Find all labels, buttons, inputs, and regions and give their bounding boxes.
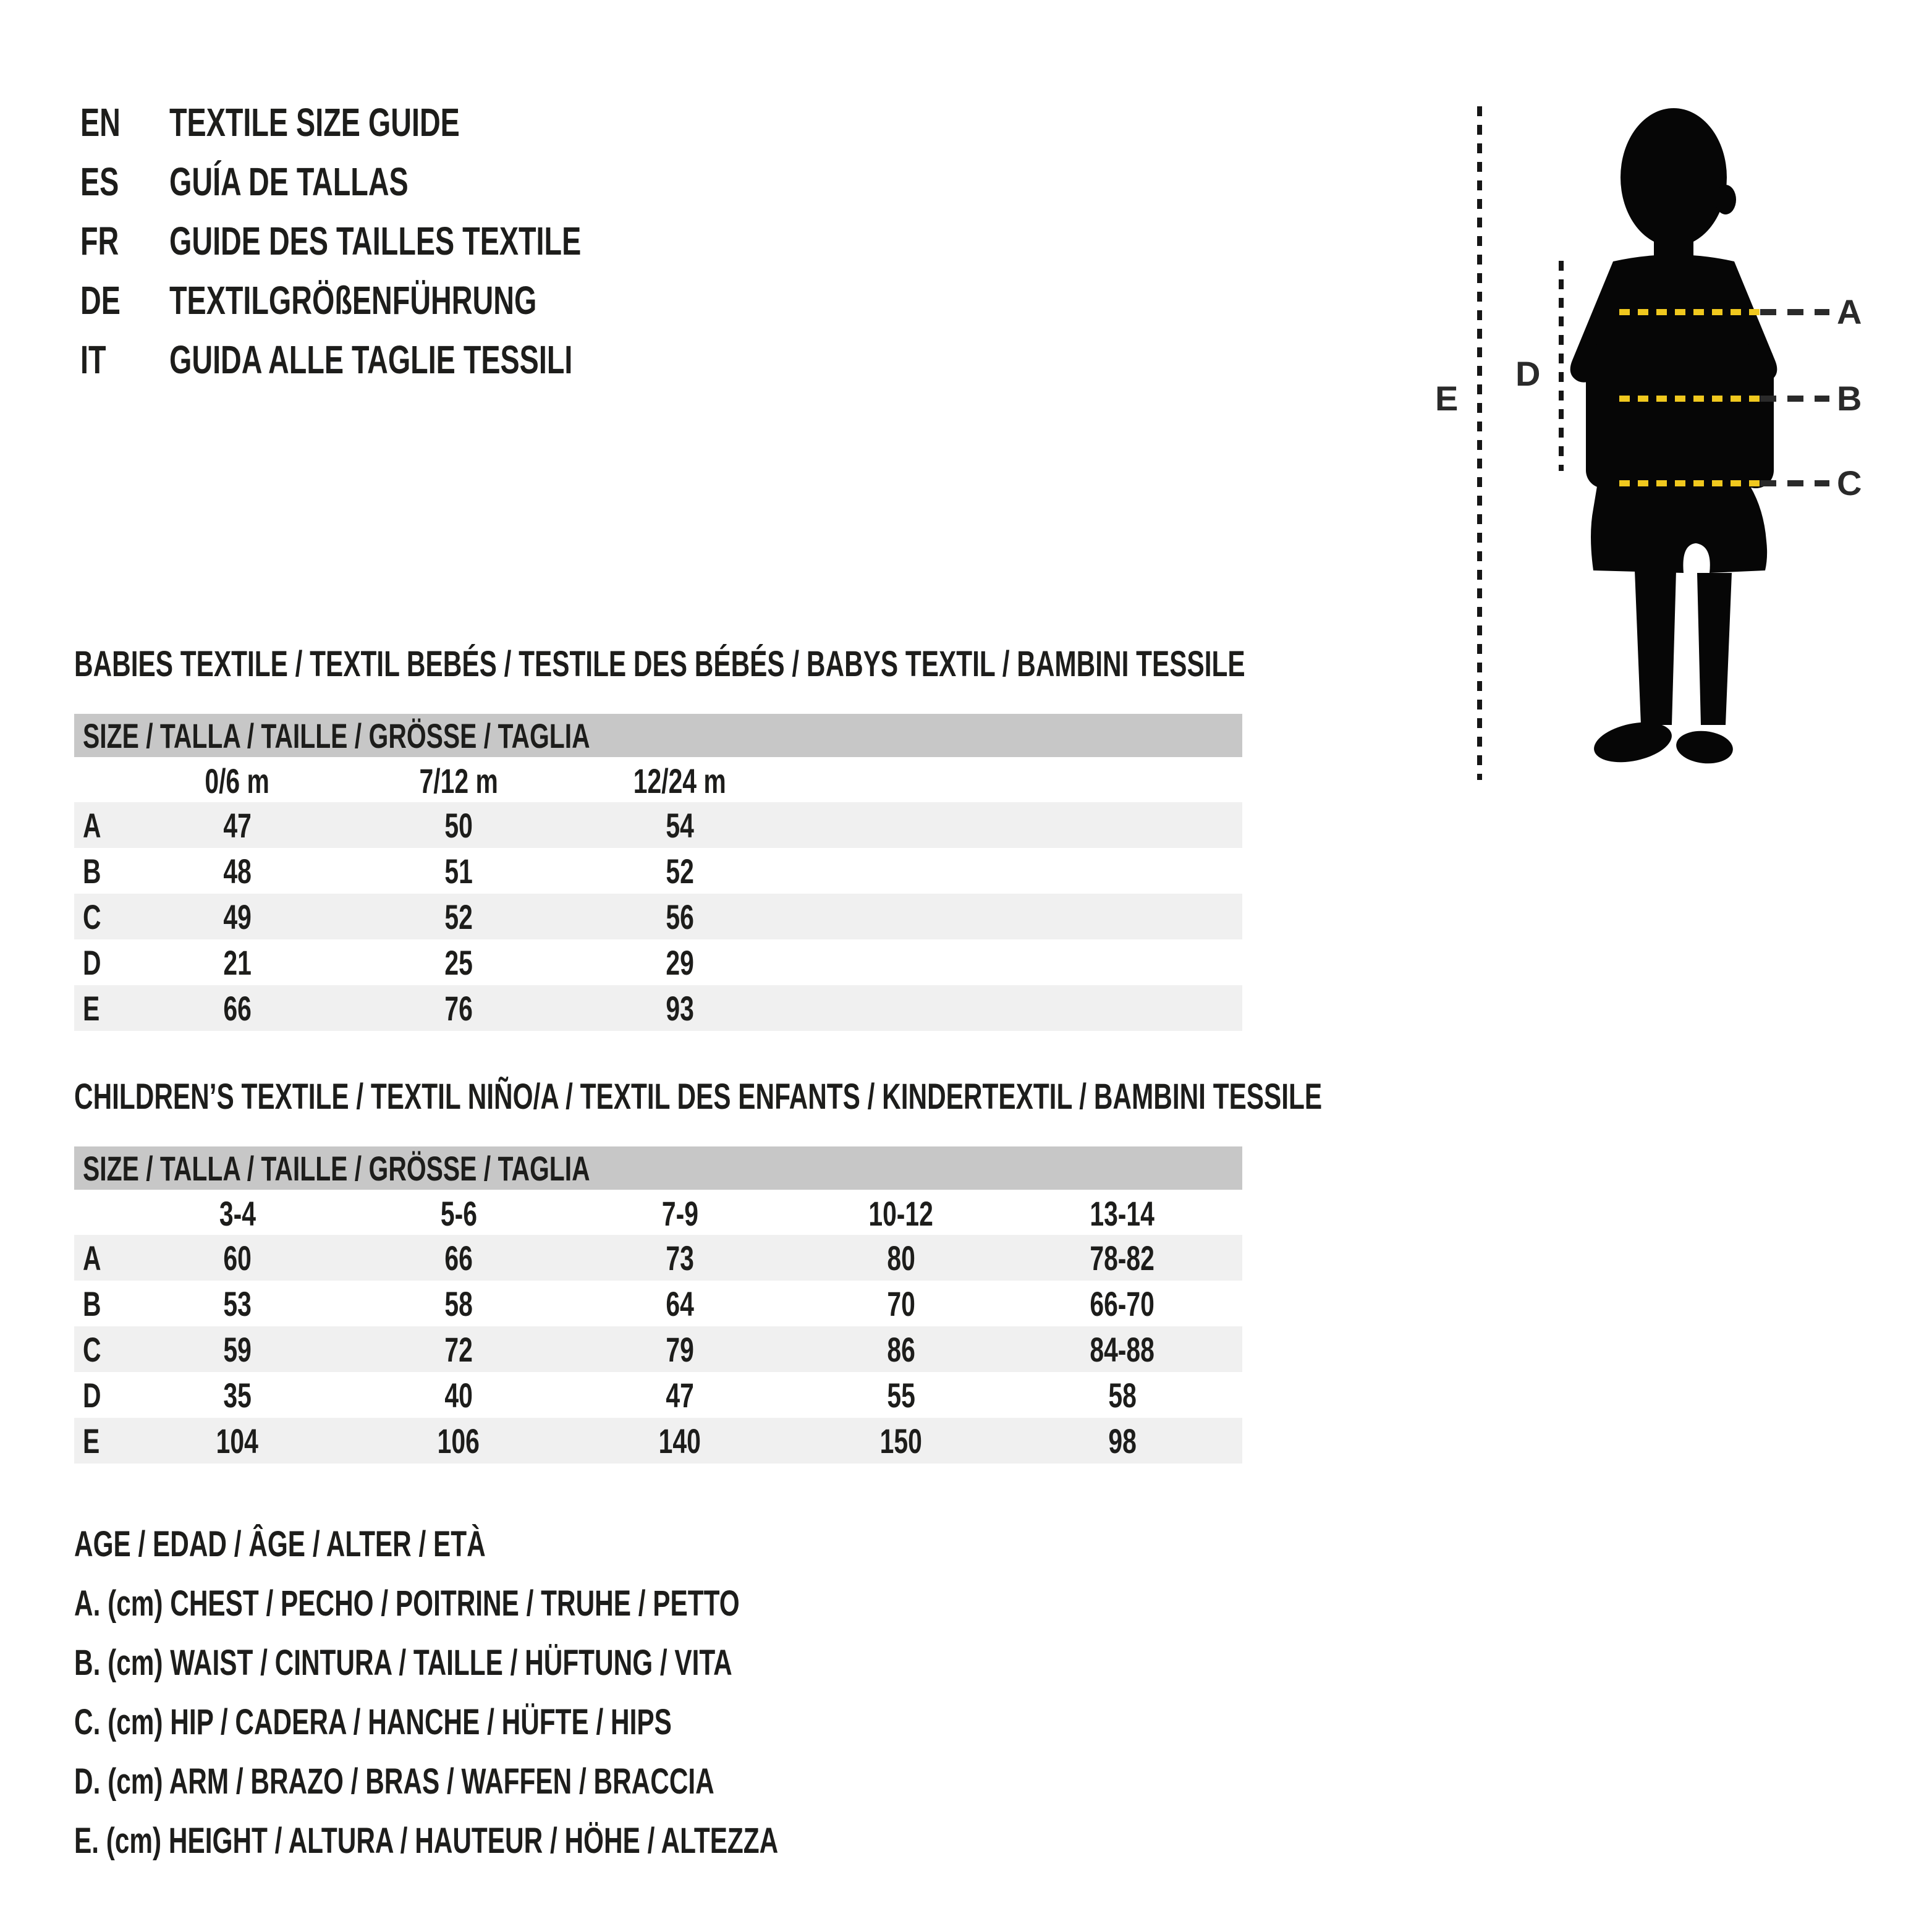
chest-measure-line-yellow	[1619, 309, 1761, 315]
language-code: FR	[80, 219, 119, 263]
size-cell: 104	[216, 1421, 259, 1460]
column-header: 0/6 m	[205, 761, 270, 800]
size-cell: 55	[887, 1375, 915, 1415]
size-cell: 72	[444, 1329, 473, 1369]
children-section-title	[74, 1078, 1784, 1116]
language-row-es	[80, 152, 734, 211]
size-cell: 93	[666, 988, 694, 1028]
row-label: C	[83, 1329, 101, 1369]
language-title-list	[80, 93, 734, 389]
size-cell: 76	[444, 988, 473, 1028]
silhouette-ear	[1715, 185, 1736, 214]
silhouette-right-leg	[1697, 573, 1732, 725]
size-cell: 73	[666, 1238, 694, 1277]
table-row	[74, 802, 1242, 848]
table-row	[74, 1418, 1242, 1464]
size-cell: 79	[666, 1329, 694, 1369]
size-cell: 52	[666, 851, 694, 891]
size-cell: 56	[666, 897, 694, 936]
size-cell: 58	[1108, 1375, 1137, 1415]
table-row	[74, 1326, 1242, 1372]
column-header: 13-14	[1090, 1193, 1155, 1233]
row-label: B	[83, 851, 101, 891]
silhouette-right-arm	[1738, 343, 1774, 488]
table-row	[74, 1281, 1242, 1326]
row-label: A	[83, 805, 101, 845]
legend-chest: A. (cm) CHEST / PECHO / POITRINE / TRUHE / PETTO	[74, 1583, 740, 1624]
guide-title-fr: GUIDE DES TAILLES TEXTILE	[169, 219, 582, 263]
arm-measure-line	[1559, 261, 1564, 471]
language-row-it	[80, 330, 734, 389]
column-header: 7-9	[661, 1193, 698, 1233]
size-cell: 66	[223, 988, 252, 1028]
children-section-title-text: CHILDREN’S TEXTILE / TEXTIL NIÑO/A / TEXTIL DES ENFANTS / KINDERTEXTIL / BAMBINI TESSILE	[74, 1077, 1323, 1117]
size-cell: 47	[666, 1375, 694, 1415]
waist-measure-line-yellow	[1619, 396, 1761, 402]
size-cell: 35	[223, 1375, 252, 1415]
column-header: 5-6	[440, 1193, 477, 1233]
row-label: E	[83, 1421, 100, 1460]
language-row-fr	[80, 211, 734, 271]
table-row	[74, 848, 1242, 894]
row-label: C	[83, 897, 101, 936]
babies-section-title	[74, 646, 1678, 683]
children-size-header-bar	[74, 1146, 1242, 1190]
size-cell: 140	[658, 1421, 701, 1460]
babies-section-title-text: BABIES TEXTILE / TEXTIL BEBÉS / TESTILE DES BÉBÉS / BABYS TEXTIL / BAMBINI TESSILE	[74, 644, 1245, 684]
guide-title-es: GUÍA DE TALLAS	[169, 159, 409, 204]
legend-waist: B. (cm) WAIST / CINTURA / TAILLE / HÜFTUNG / VITA	[74, 1642, 732, 1683]
column-header: 7/12 m	[419, 761, 498, 800]
guide-title-it: GUIDA ALLE TAGLIE TESSILI	[169, 337, 573, 382]
size-cell: 29	[666, 943, 694, 982]
chest-label: A	[1837, 292, 1862, 331]
column-header: 12/24 m	[633, 761, 727, 800]
language-code: ES	[80, 159, 119, 204]
silhouette-shorts	[1591, 486, 1767, 573]
babies-size-table	[74, 759, 1242, 1031]
children-size-header-text: SIZE / TALLA / TAILLE / GRÖSSE / TAGLIA	[83, 1148, 590, 1188]
children-size-table	[74, 1192, 1242, 1464]
size-cell: 51	[444, 851, 473, 891]
row-label: D	[83, 943, 101, 982]
size-cell: 49	[223, 897, 252, 936]
row-label: E	[83, 988, 100, 1028]
hip-label: C	[1837, 464, 1862, 502]
waist-measure-line-dark	[1760, 396, 1829, 402]
table-row	[74, 1372, 1242, 1418]
size-cell: 48	[223, 851, 252, 891]
size-cell: 66	[444, 1238, 473, 1277]
size-cell: 52	[444, 897, 473, 936]
size-cell: 66-70	[1090, 1284, 1155, 1323]
row-label: A	[83, 1238, 101, 1277]
size-cell: 21	[223, 943, 252, 982]
row-label: D	[83, 1375, 101, 1415]
column-header: 10-12	[868, 1193, 934, 1233]
size-cell: 84-88	[1090, 1329, 1155, 1369]
legend-arm: D. (cm) ARM / BRAZO / BRAS / WAFFEN / BRACCIA	[74, 1761, 714, 1802]
language-code: DE	[80, 278, 121, 323]
silhouette-right-shoe	[1675, 728, 1735, 766]
size-cell: 40	[444, 1375, 473, 1415]
silhouette-left-arm	[1586, 343, 1622, 488]
babies-table-header-row	[74, 759, 1242, 802]
size-cell: 25	[444, 943, 473, 982]
column-header: 3-4	[219, 1193, 256, 1233]
guide-title-en: TEXTILE SIZE GUIDE	[169, 100, 460, 145]
size-cell: 70	[887, 1284, 915, 1323]
language-code: IT	[80, 337, 106, 382]
size-cell: 78-82	[1090, 1238, 1155, 1277]
table-row	[74, 939, 1242, 985]
size-cell: 80	[887, 1238, 915, 1277]
size-cell: 64	[666, 1284, 694, 1323]
table-row	[74, 985, 1242, 1031]
size-cell: 54	[666, 805, 694, 845]
legend-age: AGE / EDAD / ÂGE / ALTER / ETÀ	[74, 1523, 486, 1564]
size-cell: 60	[223, 1238, 252, 1277]
row-label: B	[83, 1284, 101, 1323]
hip-measure-line-dark	[1760, 480, 1829, 486]
table-row	[74, 1235, 1242, 1281]
arm-label: D	[1515, 354, 1541, 393]
chest-measure-line-dark	[1760, 309, 1829, 315]
measurement-figure	[1421, 99, 1928, 810]
children-table-header-row	[74, 1192, 1242, 1235]
guide-title-de: TEXTILGRÖßENFÜHRUNG	[169, 278, 537, 323]
language-row-de	[80, 271, 734, 330]
size-cell: 150	[879, 1421, 923, 1460]
hip-measure-line-yellow	[1619, 480, 1761, 486]
language-code: EN	[80, 100, 121, 145]
waist-label: B	[1837, 379, 1862, 418]
size-cell: 58	[444, 1284, 473, 1323]
size-cell: 59	[223, 1329, 252, 1369]
size-cell: 106	[437, 1421, 480, 1460]
babies-size-header-bar	[74, 714, 1242, 757]
babies-size-header-text: SIZE / TALLA / TAILLE / GRÖSSE / TAGLIA	[83, 716, 590, 755]
table-row	[74, 894, 1242, 939]
height-label: E	[1435, 379, 1459, 418]
size-cell: 47	[223, 805, 252, 845]
language-row-en	[80, 93, 734, 152]
size-cell: 86	[887, 1329, 915, 1369]
size-cell: 50	[444, 805, 473, 845]
size-cell: 53	[223, 1284, 252, 1323]
legend-hip: C. (cm) HIP / CADERA / HANCHE / HÜFTE / HIPS	[74, 1701, 672, 1742]
legend-height: E. (cm) HEIGHT / ALTURA / HAUTEUR / HÖHE / ALTEZZA	[74, 1820, 779, 1861]
size-cell: 98	[1108, 1421, 1137, 1460]
measurement-legend	[74, 1514, 1039, 1870]
